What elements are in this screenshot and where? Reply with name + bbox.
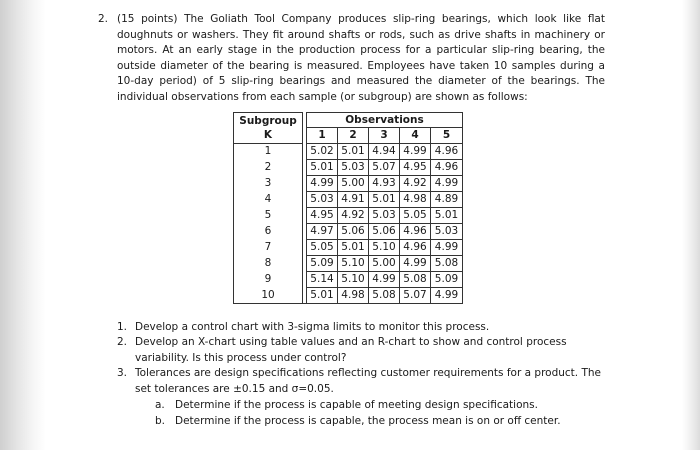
observation-cell: 4.99: [431, 240, 463, 256]
observation-cell: 5.02: [307, 144, 338, 160]
observation-cell: 4.99: [307, 176, 338, 192]
observation-cell: 4.99: [431, 176, 463, 192]
subgroup-cell: 1: [234, 144, 303, 160]
observation-cell: 5.08: [400, 272, 431, 288]
observations-table: [233, 112, 463, 304]
observation-cell: 5.05: [400, 208, 431, 224]
subgroup-header: Subgroup K: [234, 113, 303, 144]
subgroup-cell: 10: [234, 288, 303, 304]
observation-cell: 4.96: [431, 144, 463, 160]
observation-cell: 5.03: [431, 224, 463, 240]
observation-cell: 5.10: [338, 272, 369, 288]
observation-cell: 5.00: [369, 256, 400, 272]
subgroup-cell: 2: [234, 160, 303, 176]
observation-cell: 4.99: [400, 144, 431, 160]
observation-cell: 4.99: [400, 256, 431, 272]
observation-cell: 5.07: [400, 288, 431, 304]
observation-cell: 4.91: [338, 192, 369, 208]
observation-cell: 4.92: [400, 176, 431, 192]
observation-cell: 5.03: [307, 192, 338, 208]
observation-cell: 4.95: [307, 208, 338, 224]
subgroup-cell: 7: [234, 240, 303, 256]
table-body: [234, 144, 463, 304]
observation-cell: 5.00: [338, 176, 369, 192]
task-number: 3.: [117, 367, 128, 379]
subtask-letter: a.: [155, 399, 165, 411]
observation-cell: 5.08: [369, 288, 400, 304]
observation-cell: 5.01: [338, 144, 369, 160]
table-row: [234, 160, 463, 176]
subgroup-cell: 5: [234, 208, 303, 224]
table-row: [234, 288, 463, 304]
observation-cell: 4.96: [400, 224, 431, 240]
table-row: [234, 240, 463, 256]
table-row: [234, 256, 463, 272]
column-header: 1: [307, 128, 338, 144]
table-row: [234, 224, 463, 240]
subtask-text: Determine if the process is capable of meeting design specifications.: [175, 399, 538, 411]
column-header: 4: [400, 128, 431, 144]
observation-cell: 5.01: [431, 208, 463, 224]
observation-cell: 5.09: [307, 256, 338, 272]
observation-cell: 4.93: [369, 176, 400, 192]
observation-cell: 5.07: [369, 160, 400, 176]
observation-cell: 5.01: [369, 192, 400, 208]
subgroup-cell: 6: [234, 224, 303, 240]
table-row: [234, 176, 463, 192]
subgroup-cell: 4: [234, 192, 303, 208]
observation-cell: 5.10: [338, 256, 369, 272]
observation-cell: 4.99: [369, 272, 400, 288]
column-header: 5: [431, 128, 463, 144]
observation-cell: 5.01: [307, 288, 338, 304]
observation-cell: 4.98: [338, 288, 369, 304]
observation-cell: 4.99: [431, 288, 463, 304]
observation-cell: 5.05: [307, 240, 338, 256]
observation-cell: 5.01: [338, 240, 369, 256]
observation-cell: 4.98: [400, 192, 431, 208]
observation-cell: 4.89: [431, 192, 463, 208]
observation-cell: 4.94: [369, 144, 400, 160]
table-row: [234, 272, 463, 288]
column-header: 2: [338, 128, 369, 144]
table-row: [234, 144, 463, 160]
subgroup-cell: 9: [234, 272, 303, 288]
subtask-letter: b.: [155, 415, 166, 427]
task-number: 1.: [117, 321, 128, 333]
question-intro: (15 points) The Goliath Tool Company produces slip-ring bearings, which look like flat doughnuts or washers. They fit around shafts or rods, such as drive shafts in machinery or motors. At an early stage in the production process for a particular slip-ring bearing, the outside diameter of the bearing is measured. Employees have taken 10 samples during a 10-day period) of 5 slip-ring bearings and measured the diameter of the bearings. The individual observations from each sample (or subgroup) are shown as follows:: [117, 13, 605, 103]
observation-cell: 5.14: [307, 272, 338, 288]
observation-cell: 5.06: [338, 224, 369, 240]
observation-cell: 5.06: [369, 224, 400, 240]
task-text: Tolerances are design specifications reflecting customer requirements for a product. The set tolerances are ±0.15 and σ=0.05.: [135, 367, 601, 395]
column-header: 3: [369, 128, 400, 144]
task-number: 2.: [117, 336, 128, 348]
task-text: Develop an X-chart using table values and an R-chart to show and control process variability. Is this process under control?: [135, 336, 567, 364]
observation-cell: 5.10: [369, 240, 400, 256]
observation-cell: 5.03: [369, 208, 400, 224]
observation-cell: 5.01: [307, 160, 338, 176]
observation-cell: 4.96: [431, 160, 463, 176]
observation-cell: 4.97: [307, 224, 338, 240]
observation-cell: 5.09: [431, 272, 463, 288]
observations-header: Observations: [307, 113, 463, 128]
subgroup-cell: 3: [234, 176, 303, 192]
observation-cell: 4.92: [338, 208, 369, 224]
subgroup-cell: 8: [234, 256, 303, 272]
table-row: [234, 208, 463, 224]
table-row: [234, 192, 463, 208]
observation-cell: 4.95: [400, 160, 431, 176]
subtask-text: Determine if the process is capable, the process mean is on or off center.: [175, 415, 561, 427]
question-number: 2.: [98, 13, 109, 25]
observation-cell: 5.08: [431, 256, 463, 272]
observation-cell: 5.03: [338, 160, 369, 176]
task-text: Develop a control chart with 3-sigma limits to monitor this process.: [135, 321, 490, 333]
observation-cell: 4.96: [400, 240, 431, 256]
